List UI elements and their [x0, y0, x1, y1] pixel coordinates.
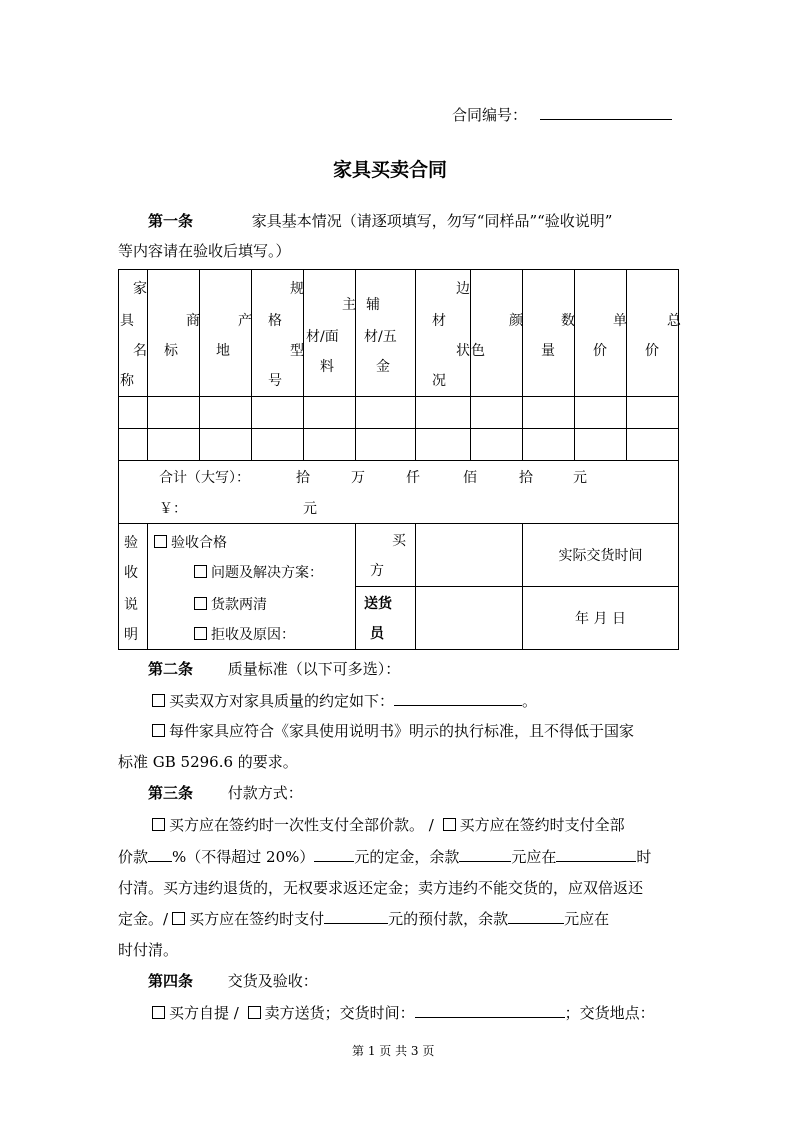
- article-2-text: 质量标准（以下可多选）：: [227, 660, 401, 678]
- article-4: [148, 970, 318, 991]
- header-unit-price: 单 价: [593, 313, 627, 359]
- total-label: 合计（大写）：: [159, 470, 250, 486]
- prepayment-field[interactable]: [324, 909, 388, 924]
- article-2-option-2[interactable]: 每件家具应符合《家具使用说明书》明示的执行标准，且不得低于国家: [152, 720, 634, 741]
- checkbox-icon[interactable]: [443, 818, 456, 831]
- quality-agreement-field[interactable]: [394, 691, 522, 706]
- yen-unit: 元: [303, 501, 317, 517]
- checkbox-icon: [154, 535, 167, 548]
- option-problems[interactable]: 问题及解决方案：: [194, 562, 323, 582]
- payment-line-3: 付清。买方违约退货的，无权要求返还定金；卖方违约不能交货的，应双倍返还: [118, 879, 644, 897]
- total-row: [119, 461, 679, 524]
- balance-time-field[interactable]: [556, 847, 636, 862]
- article-3-label: 第三条: [148, 784, 194, 802]
- actual-time-label: 实际交货时间: [558, 548, 643, 564]
- payment-line-1: 买方应在签约时一次性支付全部价款。 / 买方应在签约时支付全部: [152, 814, 625, 835]
- unit-bai: 佰: [463, 470, 477, 486]
- article-4-text: 交货及验收：: [227, 972, 318, 990]
- furniture-table: [118, 269, 679, 650]
- header-model: 规 格 型 号: [268, 281, 304, 389]
- article-3-text: 付款方式：: [227, 784, 303, 802]
- balance-amount-field[interactable]: [459, 847, 511, 862]
- contract-no-label: 合同编号：: [452, 106, 528, 124]
- article-4-label: 第四条: [148, 972, 194, 990]
- payment-line-2: 价款 %（不得超过 20%） 元的定金，余款 元应在 时: [118, 848, 652, 866]
- header-aux-material: 辅 材/五 金: [364, 297, 397, 375]
- yen-label: ￥：: [159, 501, 187, 517]
- checkbox-icon[interactable]: [248, 1006, 261, 1019]
- header-brand: 商 标: [164, 313, 200, 359]
- checkbox-icon[interactable]: [152, 724, 165, 737]
- table-row: [119, 429, 679, 461]
- checkbox-icon[interactable]: [152, 694, 165, 707]
- header-qty: 数 量: [541, 313, 575, 359]
- date-label: 年 月 日: [575, 611, 626, 627]
- acceptance-label: 验 收 说 明: [124, 535, 138, 643]
- article-3: [148, 782, 303, 803]
- checkbox-icon: [194, 565, 207, 578]
- header-name: 家 具 名 称: [120, 281, 147, 389]
- page-footer: 第 1 页 共 3 页: [352, 1044, 435, 1058]
- payment-line-4: 定金。/ 买方应在签约时支付 元的预付款，余款 元应在: [118, 910, 610, 928]
- option-accepted[interactable]: 验收合格: [154, 532, 227, 552]
- acceptance-options: [148, 524, 355, 648]
- option-paid[interactable]: 货款两清: [194, 594, 267, 614]
- table-header-row: [119, 270, 679, 397]
- table-row: [119, 397, 679, 429]
- option-rejected[interactable]: 拒收及原因：: [194, 624, 295, 644]
- delivery-signature[interactable]: [416, 587, 523, 650]
- delivery-time-field[interactable]: [415, 1003, 565, 1018]
- acceptance-row: [119, 524, 679, 587]
- header-total-price: 总 价: [645, 313, 681, 359]
- header-origin: 产 地: [216, 313, 252, 359]
- page-title: 家具买卖合同: [333, 159, 448, 181]
- checkbox-icon[interactable]: [152, 1006, 165, 1019]
- contract-no-field[interactable]: [540, 105, 672, 120]
- delivery-line-1: 买方自提 / 卖方送货；交货时间： ；交货地点：: [152, 1002, 655, 1023]
- checkbox-icon[interactable]: [172, 912, 185, 925]
- prepayment-balance-field[interactable]: [508, 909, 564, 924]
- unit-shi: 拾: [519, 470, 533, 486]
- contract-no-row: [452, 104, 672, 125]
- unit-wan: 万: [351, 470, 365, 486]
- checkbox-icon: [194, 627, 207, 640]
- payment-line-5: 时付清。: [118, 941, 179, 959]
- article-1-label: 第一条: [148, 212, 194, 230]
- buyer-label: 买 方: [370, 533, 406, 579]
- header-color: 颜 色: [471, 313, 523, 359]
- header-main-material: 主 材/面 料: [306, 297, 356, 375]
- article-2-option-1[interactable]: 买卖双方对家具质量的约定如下： 。: [152, 690, 537, 711]
- checkbox-icon: [194, 597, 207, 610]
- checkbox-icon[interactable]: [152, 818, 165, 831]
- deposit-amount-field[interactable]: [314, 847, 354, 862]
- article-1: [148, 210, 612, 231]
- article-1-text-2: 等内容请在验收后填写。）: [118, 242, 291, 260]
- buyer-signature[interactable]: [416, 524, 523, 587]
- unit-yuan: 元: [573, 470, 587, 486]
- article-2-label: 第二条: [148, 660, 194, 678]
- deposit-percent-field[interactable]: [148, 847, 172, 862]
- unit-qian: 仟: [406, 470, 420, 486]
- article-1-text: 家具基本情况（请逐项填写，勿写“同样品”“验收说明”: [251, 212, 613, 230]
- unit-shi-wan: 拾: [296, 470, 310, 486]
- article-2-option-2-cont: 标准 GB 5296.6 的要求。: [118, 753, 298, 771]
- article-2: [148, 658, 400, 679]
- delivery-label: 送货 员: [364, 596, 392, 642]
- header-edge: 边 材 状 况: [432, 281, 470, 389]
